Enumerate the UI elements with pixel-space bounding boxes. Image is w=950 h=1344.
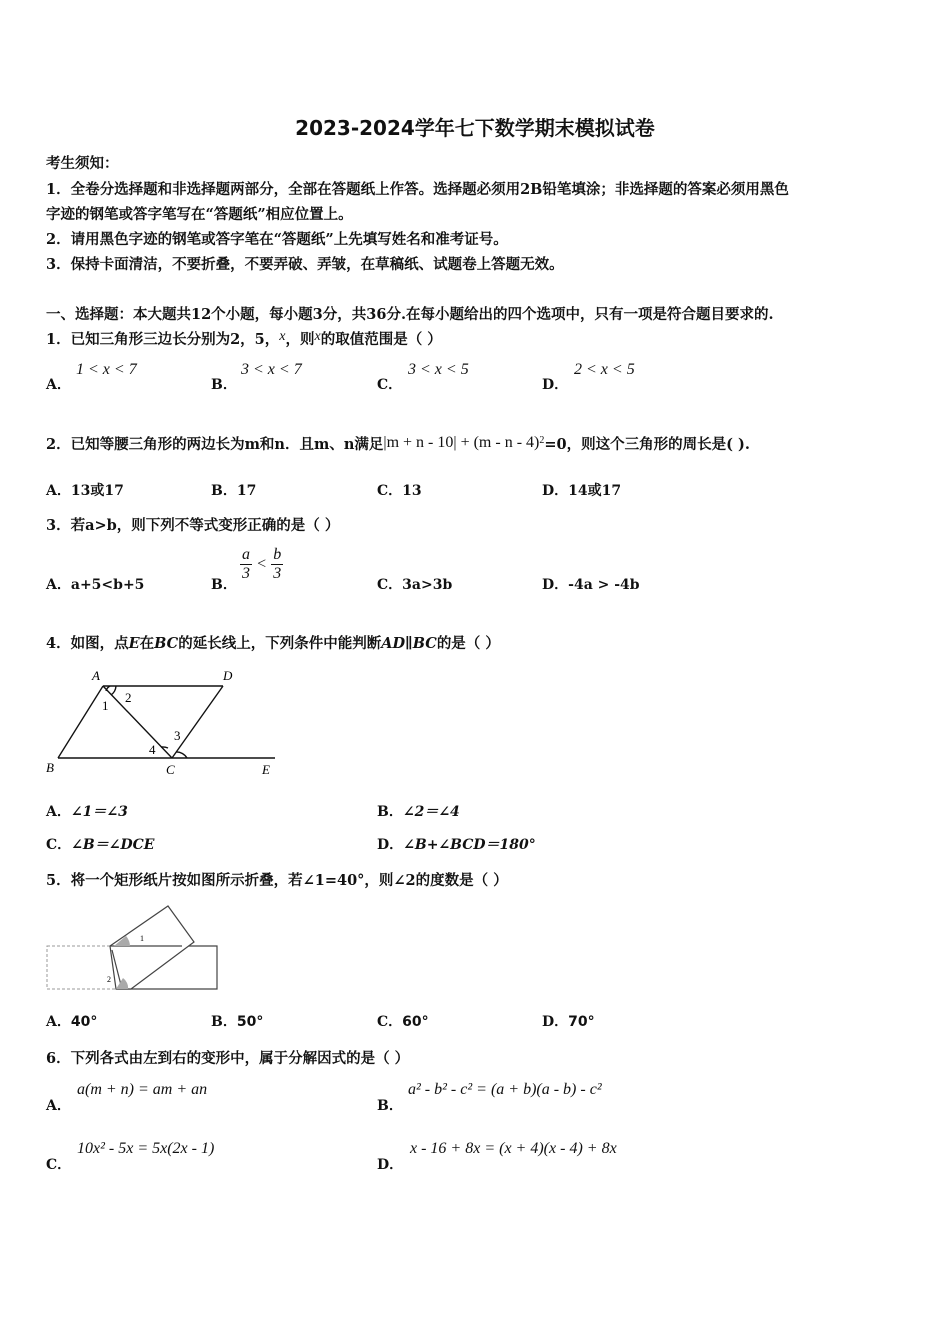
q1-option-c-label[interactable]: C． bbox=[377, 377, 403, 393]
q6-option-c[interactable]: 10x² - 5x = 5x(2x - 1) bbox=[77, 1140, 215, 1157]
q1-option-c[interactable]: 3 < x < 5 bbox=[408, 361, 469, 378]
label-angle-2: 2 bbox=[107, 975, 111, 984]
question-6-stem: 6．下列各式由左到右的变形中，属于分解因式的是（ ） bbox=[46, 1050, 410, 1067]
label-angle-1: 1 bbox=[140, 934, 144, 943]
fraction-b-3: $\frac{b}{3}$ bbox=[273, 546, 282, 582]
q4-option-a[interactable]: A．∠1＝∠3 bbox=[46, 804, 128, 820]
notice-item-2: 2．请用黑色字迹的钢笔或答字笔在“答题纸”上先填写姓名和准考证号。 bbox=[46, 231, 508, 248]
q1-option-d[interactable]: 2 < x < 5 bbox=[574, 361, 635, 378]
page-title: 2023-2024学年七下数学期末模拟试卷 bbox=[295, 116, 655, 140]
q2-formula: |m + n - 10| + (m - n - 4) bbox=[383, 434, 540, 451]
question-4-stem: 4．如图，点E在BC的延长线上，下列条件中能判断AD∥BC的是（ ） bbox=[46, 635, 500, 652]
notice-item-1-cont: 字迹的钢笔或答字笔写在“答题纸”相应位置上。 bbox=[46, 206, 353, 223]
q3-option-c[interactable]: C．3a>3b bbox=[377, 577, 453, 593]
q5-option-b[interactable]: B．50° bbox=[211, 1014, 264, 1030]
q6-option-a[interactable]: a(m + n) = am + an bbox=[77, 1081, 208, 1098]
var-x: x bbox=[314, 329, 321, 344]
q5-option-d[interactable]: D．70° bbox=[542, 1014, 595, 1030]
q6-option-c-label[interactable]: C． bbox=[46, 1157, 72, 1173]
label-angle-4: 4 bbox=[149, 742, 156, 757]
label-d: D bbox=[223, 668, 233, 683]
q6-option-d-label[interactable]: D． bbox=[377, 1157, 404, 1173]
var-x: x bbox=[279, 329, 286, 344]
q2-option-d[interactable]: D．14或17 bbox=[542, 483, 622, 499]
angle-3-arc bbox=[176, 752, 187, 758]
notice-item-3: 3．保持卡面清洁，不要折叠，不要弄破、弄皱，在草稿纸、试题卷上答题无效。 bbox=[46, 256, 564, 273]
q2-option-b[interactable]: B．17 bbox=[211, 483, 257, 499]
label-a: A bbox=[92, 668, 100, 683]
q4-option-c[interactable]: C．∠B＝∠DCE bbox=[46, 837, 155, 853]
folded-rectangle-figure bbox=[44, 898, 224, 994]
q1-option-b-label[interactable]: B． bbox=[211, 377, 237, 393]
folded-flap bbox=[110, 906, 194, 989]
q1-option-a-label[interactable]: A． bbox=[46, 377, 71, 393]
segment-ab bbox=[58, 686, 103, 758]
question-2-stem: 2．已知等腰三角形的两边长为m和n．且m、n满足|m + n - 10| + (m - n - 4)$^2$=0，则这个三角形的周长是( ). bbox=[46, 434, 750, 453]
label-angle-3: 3 bbox=[174, 728, 181, 743]
notice-item-1: 1．全卷分选择题和非选择题两部分，全部在答题纸上作答。选择题必须用2B铅笔填涂；非选择题的答案必须用黑色 bbox=[46, 181, 789, 198]
question-3-stem: 3．若a>b，则下列不等式变形正确的是（ ） bbox=[46, 517, 340, 534]
q6-option-d[interactable]: x - 16 + 8x = (x + 4)(x - 4) + 8x bbox=[410, 1140, 617, 1157]
q6-option-b-label[interactable]: B． bbox=[377, 1098, 403, 1114]
q5-option-c[interactable]: C．60° bbox=[377, 1014, 429, 1030]
notice-heading: 考生须知： bbox=[46, 155, 119, 172]
angle-2-arc bbox=[111, 686, 116, 695]
q1-option-a[interactable]: 1 < x < 7 bbox=[76, 361, 137, 378]
parallelogram-figure bbox=[40, 664, 290, 779]
question-5-stem: 5．将一个矩形纸片按如图所示折叠，若∠1=40°，则∠2的度数是（ ） bbox=[46, 872, 508, 889]
q6-option-a-label[interactable]: A． bbox=[46, 1098, 71, 1114]
label-c: C bbox=[166, 762, 175, 777]
label-e: E bbox=[262, 762, 270, 777]
q3-option-a[interactable]: A．a+5<b+5 bbox=[46, 577, 145, 593]
label-angle-2: 2 bbox=[125, 690, 132, 705]
question-1-stem: 1．已知三角形三边长分别为2，5，x，则x的取值范围是（ ） bbox=[46, 329, 442, 348]
q4-option-b[interactable]: B．∠2＝∠4 bbox=[377, 804, 460, 820]
label-b: B bbox=[46, 760, 54, 775]
q3-option-d[interactable]: D．-4a > -4b bbox=[542, 577, 640, 593]
q1-option-b[interactable]: 3 < x < 7 bbox=[241, 361, 302, 378]
q5-option-a[interactable]: A．40° bbox=[46, 1014, 98, 1030]
label-angle-1: 1 bbox=[102, 698, 109, 713]
q3-option-b[interactable]: $\frac{a}{3}$ < $\frac{b}{3}$ bbox=[242, 546, 282, 582]
fraction-a-3: $\frac{a}{3}$ bbox=[242, 546, 250, 582]
q2-option-a[interactable]: A．13或17 bbox=[46, 483, 124, 499]
section-heading: 一、选择题：本大题共12个小题，每小题3分，共36分.在每小题给出的四个选项中，只有一项是符合题目要求的. bbox=[46, 306, 774, 323]
q4-option-d[interactable]: D．∠B+∠BCD＝180° bbox=[377, 837, 536, 853]
q1-option-d-label[interactable]: D． bbox=[542, 377, 569, 393]
segment-dc bbox=[172, 686, 223, 758]
q2-option-c[interactable]: C．13 bbox=[377, 483, 422, 499]
q6-option-b[interactable]: a² - b² - c² = (a + b)(a - b) - c² bbox=[408, 1081, 602, 1098]
q3-option-b-label[interactable]: B． bbox=[211, 577, 237, 593]
